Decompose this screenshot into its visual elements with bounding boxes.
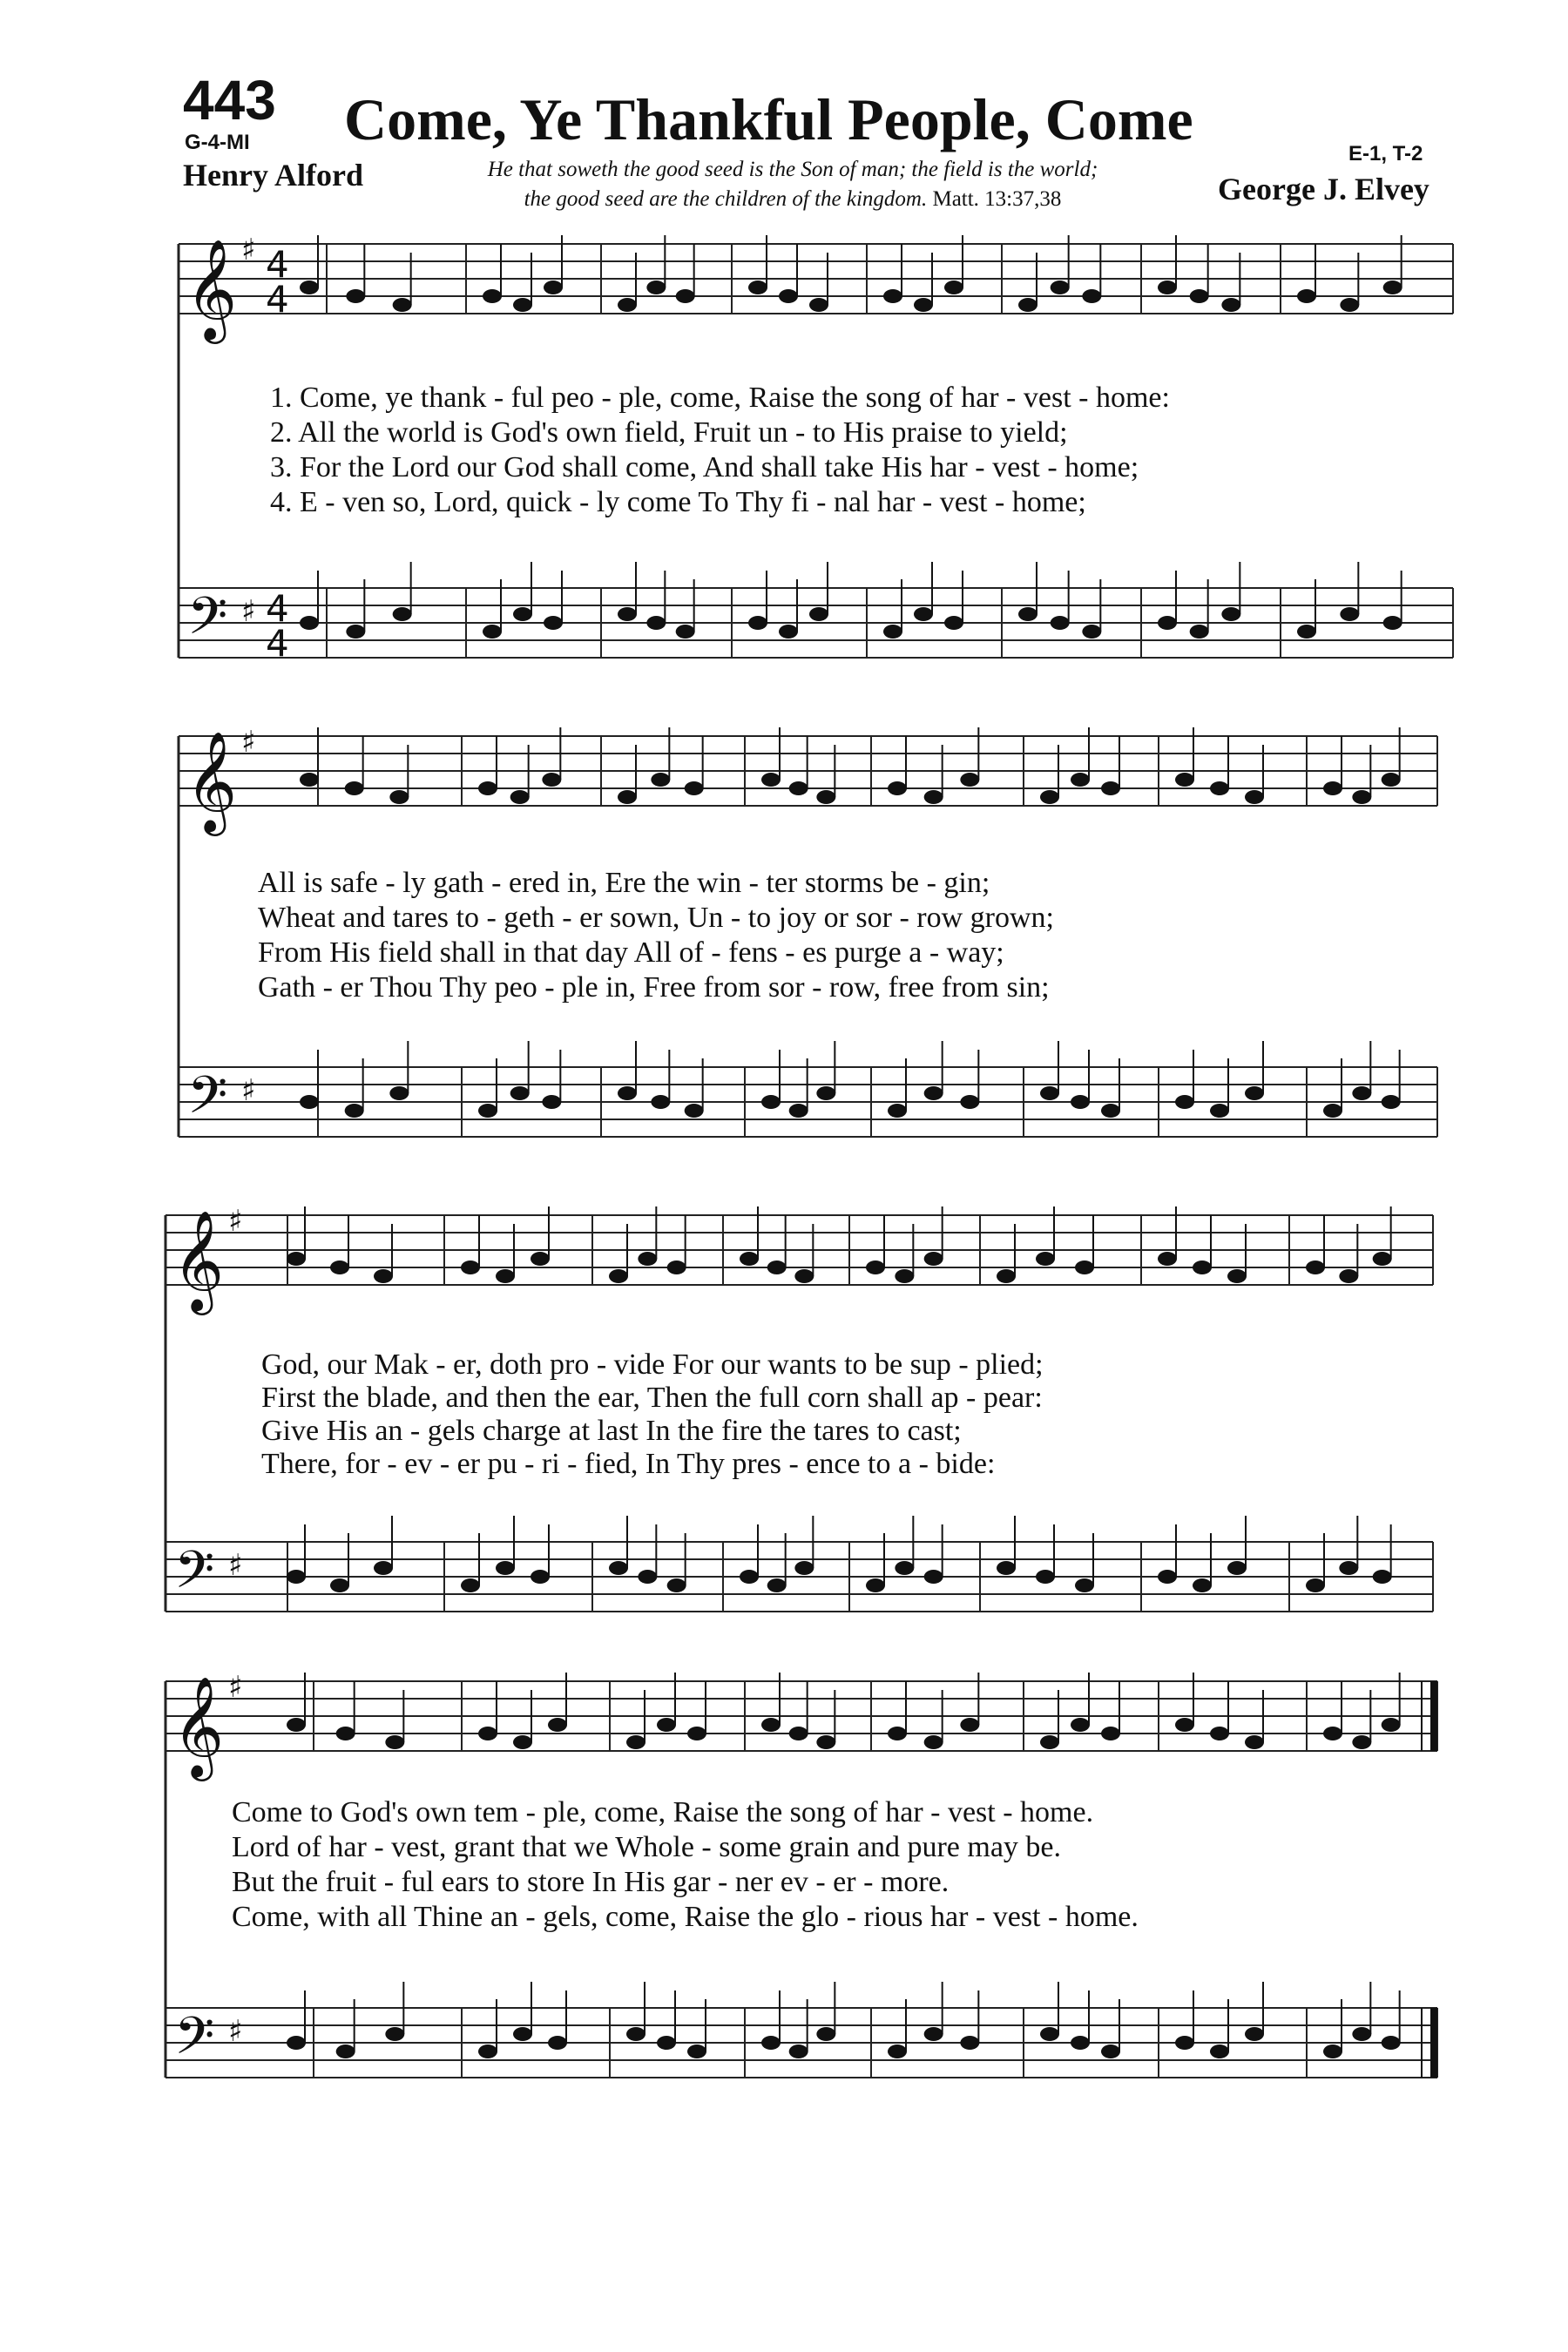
scripture-line-2: the good seed are the children of the kingdom.	[524, 187, 928, 211]
notehead	[997, 1269, 1016, 1283]
notehead	[888, 1104, 907, 1118]
notehead	[1245, 1735, 1264, 1749]
notehead	[542, 773, 561, 787]
notehead	[816, 790, 835, 804]
notehead	[997, 1561, 1016, 1575]
time-signature-top: 4	[266, 243, 289, 286]
key-code: E-1, T-2	[1348, 142, 1423, 166]
notehead	[1210, 1727, 1229, 1740]
notehead	[1040, 2027, 1059, 2041]
notehead	[531, 1252, 550, 1266]
notehead	[1018, 298, 1037, 312]
notehead	[287, 1570, 306, 1584]
notehead	[513, 298, 532, 312]
notehead	[638, 1252, 657, 1266]
verse-3-line-1: 3. For the Lord our God shall come, And shall take His har - vest - home;	[270, 451, 1139, 483]
notehead	[1040, 1086, 1059, 1100]
verse-1-line-3: God, our Mak - er, doth pro - vide For our wants to be sup - plied;	[261, 1348, 1044, 1381]
notehead	[609, 1269, 628, 1283]
notehead	[767, 1260, 787, 1274]
notehead	[300, 773, 319, 787]
notehead	[385, 1735, 404, 1749]
key-sharp-icon: ♯	[241, 1073, 256, 1108]
notehead	[944, 616, 963, 630]
notehead	[1352, 790, 1371, 804]
notehead	[496, 1561, 515, 1575]
notehead	[1158, 280, 1177, 294]
notehead	[924, 790, 943, 804]
notehead	[779, 625, 798, 639]
notehead	[626, 2027, 645, 2041]
notehead	[888, 2044, 907, 2058]
notehead	[761, 1095, 781, 1109]
notehead	[374, 1269, 393, 1283]
notehead	[1101, 1727, 1120, 1740]
verse-3-line-2: From His field shall in that day All of - fens - es purge a - way;	[258, 936, 1004, 969]
notehead	[740, 1570, 759, 1584]
notehead	[1018, 607, 1037, 621]
notehead	[389, 790, 409, 804]
notehead	[1175, 1095, 1194, 1109]
notehead	[336, 1727, 355, 1740]
notehead	[1382, 2036, 1401, 2050]
verse-2-line-4: Lord of har - vest, grant that we Whole - some grain and pure may be.	[232, 1831, 1061, 1863]
treble-clef-icon: 𝄞	[172, 1675, 225, 1777]
notehead	[1158, 1252, 1177, 1266]
notehead	[924, 2027, 943, 2041]
notehead	[1340, 298, 1359, 312]
notehead	[1051, 280, 1070, 294]
notehead	[638, 1570, 657, 1584]
bass-clef-icon: 𝄢	[187, 1064, 228, 1138]
notehead	[794, 1561, 814, 1575]
notehead	[1382, 1095, 1401, 1109]
notehead	[336, 2044, 355, 2058]
notehead	[1352, 1086, 1371, 1100]
notehead	[667, 1578, 686, 1592]
notehead	[374, 1561, 393, 1575]
notehead	[1323, 781, 1342, 795]
notehead	[1352, 1735, 1371, 1749]
verse-2-line-3: First the blade, and then the ear, Then the full corn shall ap - pear:	[261, 1382, 1043, 1414]
notehead	[1040, 1735, 1059, 1749]
notehead	[676, 289, 695, 303]
notehead	[287, 2036, 306, 2050]
notehead	[393, 607, 412, 621]
notehead	[816, 2027, 835, 2041]
key-sharp-icon: ♯	[241, 594, 256, 629]
key-sharp-icon: ♯	[228, 1670, 243, 1705]
notehead	[393, 298, 412, 312]
notehead	[657, 1718, 676, 1732]
notehead	[676, 625, 695, 639]
notehead	[1190, 289, 1209, 303]
notehead	[531, 1570, 550, 1584]
time-signature-bottom: 4	[266, 622, 289, 665]
verse-1-line-2: All is safe - ly gath - ered in, Ere the win - ter storms be - gin;	[258, 867, 990, 899]
notehead	[1339, 1269, 1358, 1283]
notehead	[1036, 1570, 1055, 1584]
notehead	[1175, 773, 1194, 787]
bass-clef-icon: 𝄢	[174, 1539, 215, 1612]
time-signature-bottom: 4	[266, 278, 289, 321]
notehead	[924, 1735, 943, 1749]
notehead	[646, 616, 666, 630]
notehead	[685, 781, 704, 795]
meter-code: G-4-MI	[185, 131, 250, 154]
notehead	[1245, 790, 1264, 804]
notehead	[761, 773, 781, 787]
notehead	[345, 781, 364, 795]
notehead	[761, 1718, 781, 1732]
verse-2-line-2: Wheat and tares to - geth - er sown, Un - to joy or sor - row grown;	[258, 902, 1054, 934]
notehead	[1245, 1086, 1264, 1100]
notehead	[618, 790, 637, 804]
notehead	[300, 616, 319, 630]
notehead	[816, 1735, 835, 1749]
time-signature-top: 4	[266, 587, 289, 630]
verse-3-line-4: But the fruit - ful ears to store In His gar - ner ev - er - more.	[232, 1866, 950, 1898]
notehead	[1101, 781, 1120, 795]
notehead	[483, 289, 502, 303]
notehead	[1101, 1104, 1120, 1118]
notehead	[895, 1269, 914, 1283]
notehead	[748, 280, 767, 294]
notehead	[330, 1260, 349, 1274]
notehead	[1036, 1252, 1055, 1266]
notehead	[496, 1269, 515, 1283]
notehead	[1071, 2036, 1090, 2050]
notehead	[789, 1104, 808, 1118]
notehead	[866, 1260, 885, 1274]
notehead	[1158, 616, 1177, 630]
notehead	[809, 298, 828, 312]
notehead	[779, 289, 798, 303]
notehead	[300, 280, 319, 294]
notehead	[513, 2027, 532, 2041]
scripture-line-1: He that soweth the good seed is the Son of man; the field is the world;	[487, 158, 1098, 181]
verse-2-line-1: 2. All the world is God's own field, Fruit un - to His praise to yield;	[270, 416, 1068, 449]
notehead	[461, 1260, 480, 1274]
verse-3-line-3: Give His an - gels charge at last In the fire the tares to cast;	[261, 1415, 962, 1447]
notehead	[345, 1104, 364, 1118]
notehead	[794, 1269, 814, 1283]
notehead	[1071, 1095, 1090, 1109]
lyricist: Henry Alford	[183, 158, 363, 193]
notehead	[609, 1561, 628, 1575]
notehead	[478, 781, 497, 795]
notehead	[944, 280, 963, 294]
notehead	[1071, 773, 1090, 787]
final-bar-line	[1430, 2008, 1437, 2078]
notehead	[513, 1735, 532, 1749]
notehead	[510, 1086, 530, 1100]
notehead	[914, 298, 933, 312]
key-sharp-icon: ♯	[228, 2014, 243, 2049]
notehead	[618, 607, 637, 621]
notehead	[924, 1570, 943, 1584]
notehead	[651, 773, 670, 787]
notehead	[1175, 1718, 1194, 1732]
notehead	[740, 1252, 759, 1266]
notehead	[1190, 625, 1209, 639]
notehead	[1382, 773, 1401, 787]
notehead	[1075, 1260, 1094, 1274]
notehead	[389, 1086, 409, 1100]
notehead	[1210, 2044, 1229, 2058]
notehead	[883, 289, 902, 303]
notehead	[544, 280, 563, 294]
notehead	[1082, 289, 1101, 303]
notehead	[687, 1727, 706, 1740]
key-sharp-icon: ♯	[241, 233, 256, 267]
notehead	[346, 289, 365, 303]
notehead	[761, 2036, 781, 2050]
treble-clef-icon: 𝄞	[186, 238, 238, 340]
notehead	[385, 2027, 404, 2041]
treble-clef-icon: 𝄞	[172, 1209, 225, 1311]
notehead	[287, 1252, 306, 1266]
notehead	[960, 2036, 979, 2050]
notehead	[646, 280, 666, 294]
notehead	[1193, 1260, 1212, 1274]
notehead	[866, 1578, 885, 1592]
notehead	[1101, 2044, 1120, 2058]
notehead	[1339, 1561, 1358, 1575]
notehead	[1158, 1570, 1177, 1584]
notehead	[544, 616, 563, 630]
notehead	[542, 1095, 561, 1109]
notehead	[1075, 1578, 1094, 1592]
notehead	[1340, 607, 1359, 621]
notehead	[478, 1104, 497, 1118]
notehead	[478, 1727, 497, 1740]
notehead	[895, 1561, 914, 1575]
notehead	[548, 1718, 567, 1732]
notehead	[1175, 2036, 1194, 2050]
notehead	[1221, 298, 1240, 312]
notehead	[888, 781, 907, 795]
notehead	[1323, 2044, 1342, 2058]
verse-4-line-3: There, for - ev - er pu - ri - fied, In Thy pres - ence to a - bide:	[261, 1448, 996, 1480]
notehead	[287, 1718, 306, 1732]
notehead	[1352, 2027, 1371, 2041]
notehead	[1082, 625, 1101, 639]
notehead	[330, 1578, 349, 1592]
notehead	[1221, 607, 1240, 621]
notehead	[914, 607, 933, 621]
notehead	[1373, 1252, 1392, 1266]
key-sharp-icon: ♯	[228, 1204, 243, 1239]
notehead	[657, 2036, 676, 2050]
notehead	[1051, 616, 1070, 630]
notehead	[789, 2044, 808, 2058]
hymn-number: 443	[183, 69, 276, 132]
verse-1-line-4: Come to God's own tem - ple, come, Raise the song of har - vest - home.	[232, 1796, 1094, 1828]
verse-4-line-1: 4. E - ven so, Lord, quick - ly come To Thy fi - nal har - vest - home;	[270, 486, 1086, 518]
notehead	[1382, 1718, 1401, 1732]
notehead	[816, 1086, 835, 1100]
bass-clef-icon: 𝄢	[187, 585, 228, 659]
key-sharp-icon: ♯	[228, 1548, 243, 1583]
notehead	[1071, 1718, 1090, 1732]
notehead	[809, 607, 828, 621]
notehead	[1323, 1104, 1342, 1118]
scripture-reference: Matt. 13:37,38	[932, 187, 1062, 211]
notehead	[300, 1095, 319, 1109]
notehead	[667, 1260, 686, 1274]
notehead	[651, 1095, 670, 1109]
notehead	[1040, 790, 1059, 804]
notehead	[789, 1727, 808, 1740]
notehead	[461, 1578, 480, 1592]
notehead	[685, 1104, 704, 1118]
notehead	[1193, 1578, 1212, 1592]
notehead	[1306, 1578, 1325, 1592]
notehead	[548, 2036, 567, 2050]
notehead	[924, 1252, 943, 1266]
notehead	[960, 1718, 979, 1732]
notehead	[478, 2044, 497, 2058]
notehead	[1373, 1570, 1392, 1584]
notehead	[1297, 625, 1316, 639]
notehead	[883, 625, 902, 639]
verse-4-line-2: Gath - er Thou Thy peo - ple in, Free from sor - row, free from sin;	[258, 971, 1050, 1004]
notehead	[960, 773, 979, 787]
notehead	[687, 2044, 706, 2058]
notehead	[748, 616, 767, 630]
notehead	[1323, 1727, 1342, 1740]
notehead	[1245, 2027, 1264, 2041]
notehead	[767, 1578, 787, 1592]
notehead	[483, 625, 502, 639]
key-sharp-icon: ♯	[241, 725, 256, 760]
notehead	[1383, 616, 1402, 630]
hymn-title: Come, Ye Thankful People, Come	[344, 86, 1193, 152]
notehead	[888, 1727, 907, 1740]
treble-clef-icon: 𝄞	[186, 730, 238, 832]
notehead	[1306, 1260, 1325, 1274]
notehead	[1210, 1104, 1229, 1118]
notehead	[1227, 1269, 1247, 1283]
notehead	[618, 1086, 637, 1100]
composer: George J. Elvey	[1218, 172, 1429, 206]
notehead	[346, 625, 365, 639]
bass-clef-icon: 𝄢	[174, 2005, 215, 2078]
notehead	[510, 790, 530, 804]
notehead	[1383, 280, 1402, 294]
verse-1-line-1: 1. Come, ye thank - ful peo - ple, come, Raise the song of har - vest - home:	[270, 382, 1170, 414]
verse-4-line-4: Come, with all Thine an - gels, come, Raise the glo - rious har - vest - home.	[232, 1901, 1139, 1933]
notehead	[1227, 1561, 1247, 1575]
notehead	[513, 607, 532, 621]
notehead	[626, 1735, 645, 1749]
notehead	[960, 1095, 979, 1109]
notehead	[789, 781, 808, 795]
notehead	[924, 1086, 943, 1100]
final-bar-line	[1430, 1681, 1437, 1751]
notehead	[618, 298, 637, 312]
notehead	[1297, 289, 1316, 303]
notehead	[1210, 781, 1229, 795]
